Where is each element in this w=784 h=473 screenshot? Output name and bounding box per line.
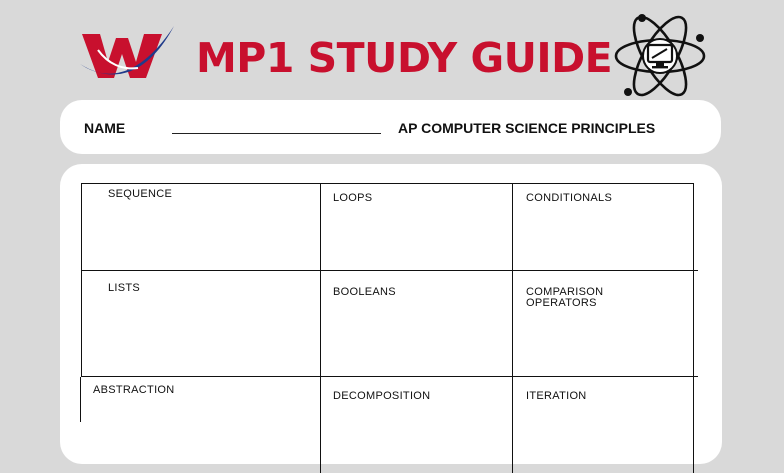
grid-line [81,270,698,271]
cell-lists: LISTS [108,282,141,294]
grid-line [81,274,82,377]
grid-line [693,183,694,473]
grid-line [320,183,321,473]
name-label: NAME [84,120,126,136]
atom-computer-icon [612,8,708,104]
cell-abstraction: ABSTRACTION [93,384,175,396]
cell-loops: LOOPS [333,192,373,204]
grid-line [512,183,513,473]
grid-line [80,377,81,422]
cell-booleans: BOOLEANS [333,286,396,298]
course-label: AP COMPUTER SCIENCE PRINCIPLES [398,120,656,136]
name-blank-line[interactable] [172,133,381,134]
grid-line [81,376,698,377]
page-title: MP1 STUDY GUIDE [196,34,613,82]
name-bar [60,100,721,154]
grid-line [81,183,82,274]
cell-comparison-operators: COMPARISON OPERATORS [526,286,604,309]
cell-sequence: SEQUENCE [108,188,173,200]
cell-decomposition: DECOMPOSITION [333,390,431,402]
cell-iteration: ITERATION [526,390,587,402]
cell-conditionals: CONDITIONALS [526,192,613,204]
study-grid-sheet [60,164,722,464]
school-logo-icon [78,20,176,88]
grid-line [81,183,694,184]
